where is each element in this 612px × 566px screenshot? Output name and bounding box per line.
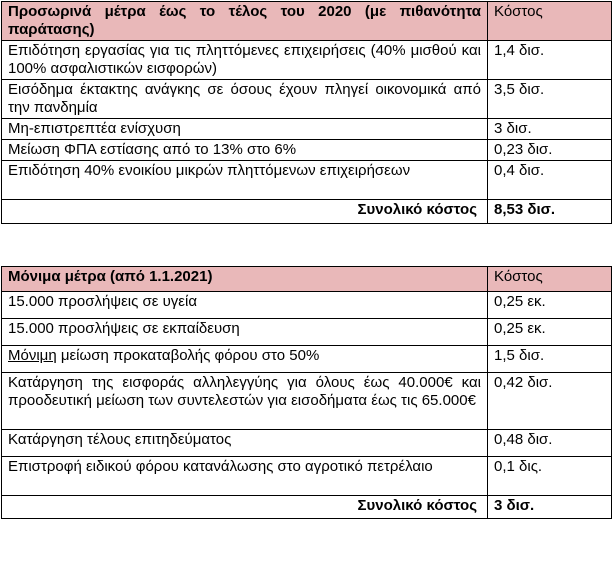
cost-column-header: Κόστος <box>488 267 612 292</box>
underlined-word: Μόνιμη <box>8 347 57 364</box>
measure-label: Επιδότηση εργασίας για τις πληττόμενες επιχειρήσεις (40% μισθού και 100% ασφαλιστικών εισφορών) <box>2 41 488 80</box>
measure-cost: 1,4 δισ. <box>488 41 612 80</box>
table-row <box>2 346 612 373</box>
total-label: Συνολικό κόστος <box>357 497 477 514</box>
measure-label: Εισόδημα έκτακτης ανάγκης σε όσους έχουν πληγεί οικονομικά από την πανδημία <box>2 80 488 119</box>
total-label-cell <box>2 200 488 224</box>
measure-label: Κατάργηση τέλους επιτηδεύματος <box>2 430 488 457</box>
measure-cost: 1,5 δισ. <box>488 346 612 373</box>
table-row <box>2 319 612 346</box>
measure-label: Μη-επιστρεπτέα ενίσχυση <box>2 119 488 140</box>
table-header-row <box>2 2 612 41</box>
permanent-measures-title: Μόνιμα μέτρα (από 1.1.2021) <box>2 267 488 292</box>
total-label-cell <box>2 496 488 519</box>
measure-label: Επιστροφή ειδικού φόρου κατανάλωσης στο αγροτικό πετρέλαιο <box>2 457 488 496</box>
total-row <box>2 200 612 224</box>
table-row <box>2 161 612 200</box>
measure-cost: 0,25 εκ. <box>488 319 612 346</box>
measure-cost: 0,25 εκ. <box>488 292 612 319</box>
table-row <box>2 373 612 430</box>
permanent-measures-table <box>1 266 612 519</box>
measure-label <box>2 346 488 373</box>
total-row <box>2 496 612 519</box>
measure-cost: 0,23 δισ. <box>488 140 612 161</box>
measure-cost: 0,48 δισ. <box>488 430 612 457</box>
measure-label: Μείωση ΦΠΑ εστίασης από το 13% στο 6% <box>2 140 488 161</box>
temporary-measures-title: Προσωρινά μέτρα έως το τέλος του 2020 (με πιθανότητα παράτασης) <box>2 2 488 41</box>
cost-column-header: Κόστος <box>488 2 612 41</box>
label-rest: μείωση προκαταβολής φόρου στο 50% <box>56 347 320 364</box>
table-header-row <box>2 267 612 292</box>
total-label: Συνολικό κόστος <box>357 201 477 218</box>
measure-label: Κατάργηση της εισφοράς αλληλεγγύης για όλους έως 40.000€ και προοδευτική μείωση των συντελεστών για εισοδήματα έως τις 65.000€ <box>2 373 488 430</box>
measure-cost: 0,1 δις. <box>488 457 612 496</box>
measure-cost: 0,42 δισ. <box>488 373 612 430</box>
table-row <box>2 140 612 161</box>
measure-label: Επιδότηση 40% ενοικίου μικρών πληττόμενων επιχειρήσεων <box>2 161 488 200</box>
table-row <box>2 430 612 457</box>
table-row <box>2 292 612 319</box>
table-row <box>2 80 612 119</box>
total-value: 8,53 δισ. <box>488 200 612 224</box>
table-row <box>2 457 612 496</box>
measure-cost: 3,5 δισ. <box>488 80 612 119</box>
table-row <box>2 119 612 140</box>
measure-cost: 0,4 δισ. <box>488 161 612 200</box>
total-value: 3 δισ. <box>488 496 612 519</box>
table-row <box>2 41 612 80</box>
measure-label: 15.000 προσλήψεις σε υγεία <box>2 292 488 319</box>
temporary-measures-table <box>1 1 612 224</box>
measure-label: 15.000 προσλήψεις σε εκπαίδευση <box>2 319 488 346</box>
measure-cost: 3 δισ. <box>488 119 612 140</box>
